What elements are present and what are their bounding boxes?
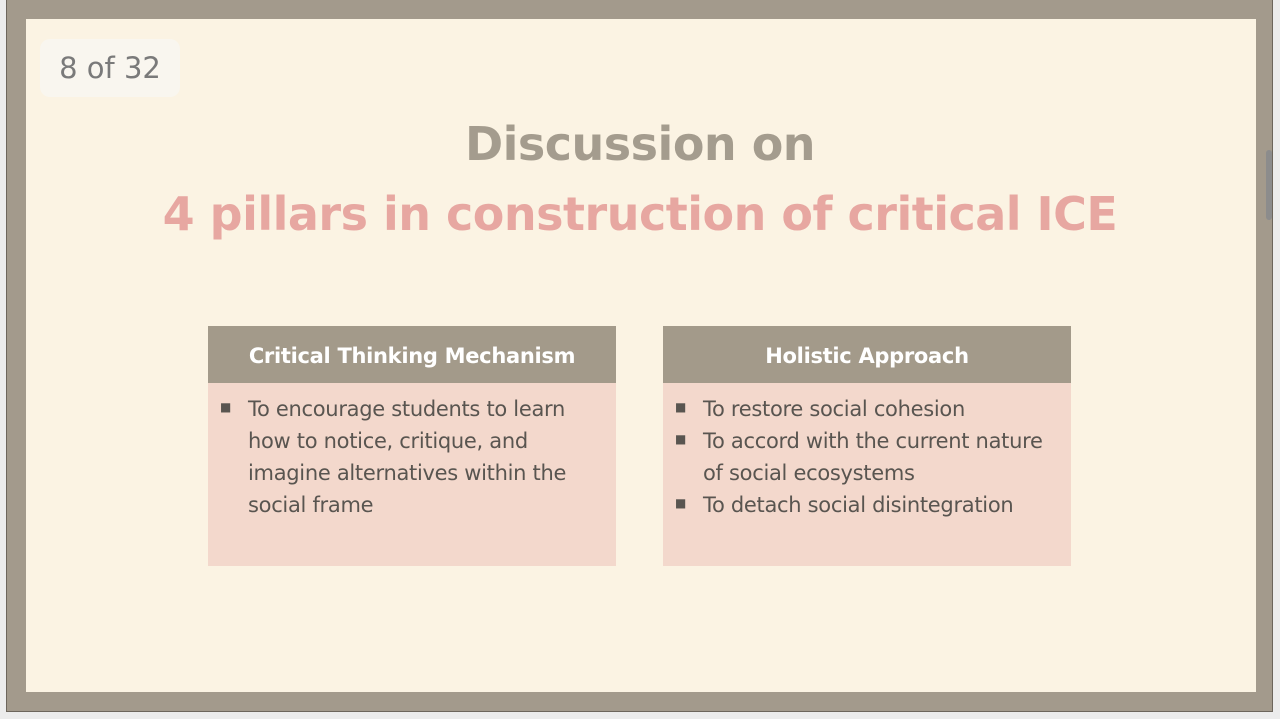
card-critical-thinking bbox=[208, 326, 616, 566]
card-body bbox=[663, 383, 1071, 521]
slide-frame bbox=[6, 0, 1273, 712]
card-body bbox=[208, 383, 616, 521]
list-item-text: To detach social disintegration bbox=[703, 493, 1014, 517]
list-item bbox=[675, 489, 1051, 521]
card-holistic-approach bbox=[663, 326, 1071, 566]
list-item-text: To encourage students to learn how to notice, critique, and imagine alternatives within the social frame bbox=[248, 397, 567, 517]
slide-title-line1: Discussion on bbox=[464, 117, 816, 171]
list-item bbox=[675, 425, 1051, 489]
card-header: Holistic Approach bbox=[663, 326, 1071, 383]
slide-title-line2: 4 pillars in construction of critical ICE bbox=[162, 187, 1118, 241]
square-bullet-icon: ■ bbox=[675, 400, 687, 414]
square-bullet-icon: ■ bbox=[675, 432, 687, 446]
list-item bbox=[220, 393, 596, 521]
list-item bbox=[675, 393, 1051, 425]
card-header: Critical Thinking Mechanism bbox=[208, 326, 616, 383]
page-counter: 8 of 32 bbox=[40, 39, 180, 97]
square-bullet-icon: ■ bbox=[220, 400, 232, 414]
list-item-text: To restore social cohesion bbox=[703, 397, 965, 421]
vertical-scrollbar[interactable] bbox=[1266, 150, 1272, 220]
square-bullet-icon: ■ bbox=[675, 496, 687, 510]
list-item-text: To accord with the current nature of social ecosystems bbox=[703, 429, 1043, 485]
